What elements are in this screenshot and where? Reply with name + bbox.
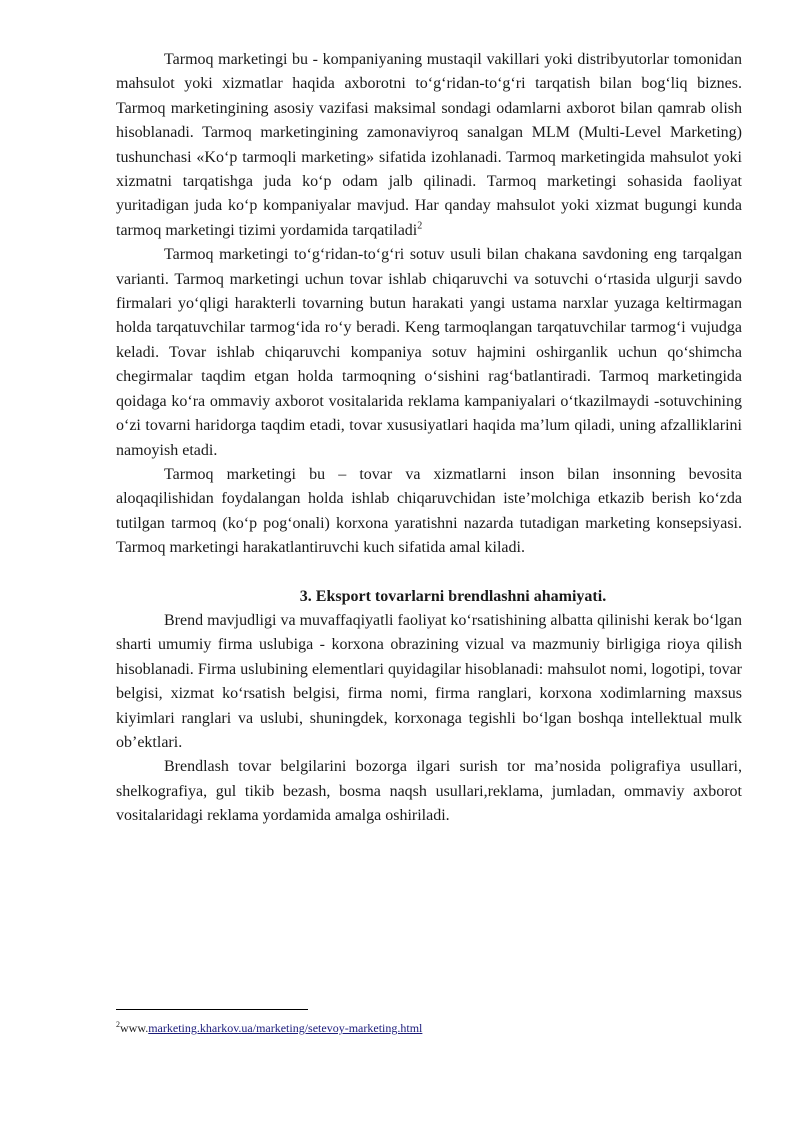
footnote [116,1020,422,1036]
section-heading: 3. Eksport tovarlarni brendlashni ahamiyati. [299,587,607,605]
paragraph-brand-style: Brend mavjudligi va muvaffaqiyatli faoliyat ko‘rsatishining albatta qilinishi kerak bo‘lgan sharti umumiy firma uslubiga - korxona obrazining vizual va mazmuniy birligiga rioya qilish hisoblanadi. Firma uslubining elementlari quyidagilar hisoblanadi: mahsulot nomi, logotipi, tovar belgisi, xizmat ko‘rsatish belgisi, firma nomi, firma ranglari, korxona xodimlarning maxsus kiyimlari ranglari va uslubi, shuningdek, korxonaga tegishli bo‘lgan boshqa intellektual mulk ob’ektlari. [116,611,742,751]
paragraph-marketing-concept: Tarmoq marketingi bu – tovar va xizmatlarni inson bilan insonning bevosita aloqaqilishidan foydalangan holda ishlab chiqaruvchidan iste’molchiga etkazib berish ko‘zda tutilgan tarmoq (ko‘p pog‘onali) korxona yaratishni nazarda tutadigan marketing konsepsiyasi. Tarmoq marketingi harakatlantiruvchi kuch sifatida amal kiladi. [116,465,742,557]
footnote-reference[interactable]: 2 [417,220,423,232]
paragraph-direct-sales: Tarmoq marketingi to‘g‘ridan-to‘g‘ri sotuv usuli bilan chakana savdoning eng tarqalgan varianti. Tarmoq marketingi uchun tovar ishlab chiqaruvchi va sotuvchi o‘rtasida ulgurji savdo firmalari yo‘qligi harakterli tovarning butun harakati yangi ustama narxlar yuzaga keltirmagan holda tarqatuvchilar tarmog‘ida ro‘y beradi. Keng tarmoqlangan tarqatuvchilar tarmog‘i vujudga keladi. Tovar ishlab chiqaruvchi kompaniya sotuv hajmini oshirganlik uchun qo‘shimcha chegirmalar taqdim etgan holda tarmoqning o‘sishini rag‘batlantiradi. Tarmoq marketingida qoidaga ko‘ra ommaviy axborot vositalarida reklama kampaniyalari o‘tkazilmaydi -sotuvchining o‘zi tovarni haridorga taqdim etadi, tovar xususiyatlari haqida ma’lum qiladi, uning afzalliklarini namoyish etadi. [116,246,742,459]
document-page [116,48,742,829]
section-spacer [116,561,742,585]
paragraph-network-marketing-definition: Tarmoq marketingi bu - kompaniyaning mustaqil vakillari yoki distribyutorlar tomonidan mahsulot yoki xizmatlar haqida axborotni to‘g‘ridan-to‘g‘ri tarqatish bilan bog‘liq biznes. Tarmoq marketingining asosiy vazifasi maksimal sondagi odamlarni axborot bilan qamrab olish hisoblanadi. Tarmoq marketingining zamonaviyroq sanalgan MLM (Multi-Level Marketing) tushunchasi «Ko‘p tarmoqli marketing» sifatida izohlanadi. Tarmoq marketingida mahsulot yoki xizmatni tarqatishga juda ko‘p odam jalb qilinadi. Tarmoq marketingi sohasida faoliyat yuritadigan juda ko‘p kompaniyalar mavjud. Har qanday mahsulot yoki xizmat bugungi kunda tarmoq marketingi tizimi yordamida tarqatiladi$^2$ [116,51,742,239]
footnote-separator [116,1009,308,1010]
footnote-link[interactable]: marketing.kharkov.ua/marketing/setevoy-marketing.html [148,1021,423,1035]
footnote-prefix: www. [120,1021,149,1035]
paragraph-branding-methods: Brendlash tovar belgilarini bozorga ilgari surish tor ma’nosida poligrafiya usullari, shelkografiya, gul tikib bezash, bosma naqsh usullari,reklama, jumladan, ommaviy axborot vositalaridagi reklama yordamida amalga oshiriladi. [116,758,742,825]
footnote-number: 2 [116,1020,120,1029]
